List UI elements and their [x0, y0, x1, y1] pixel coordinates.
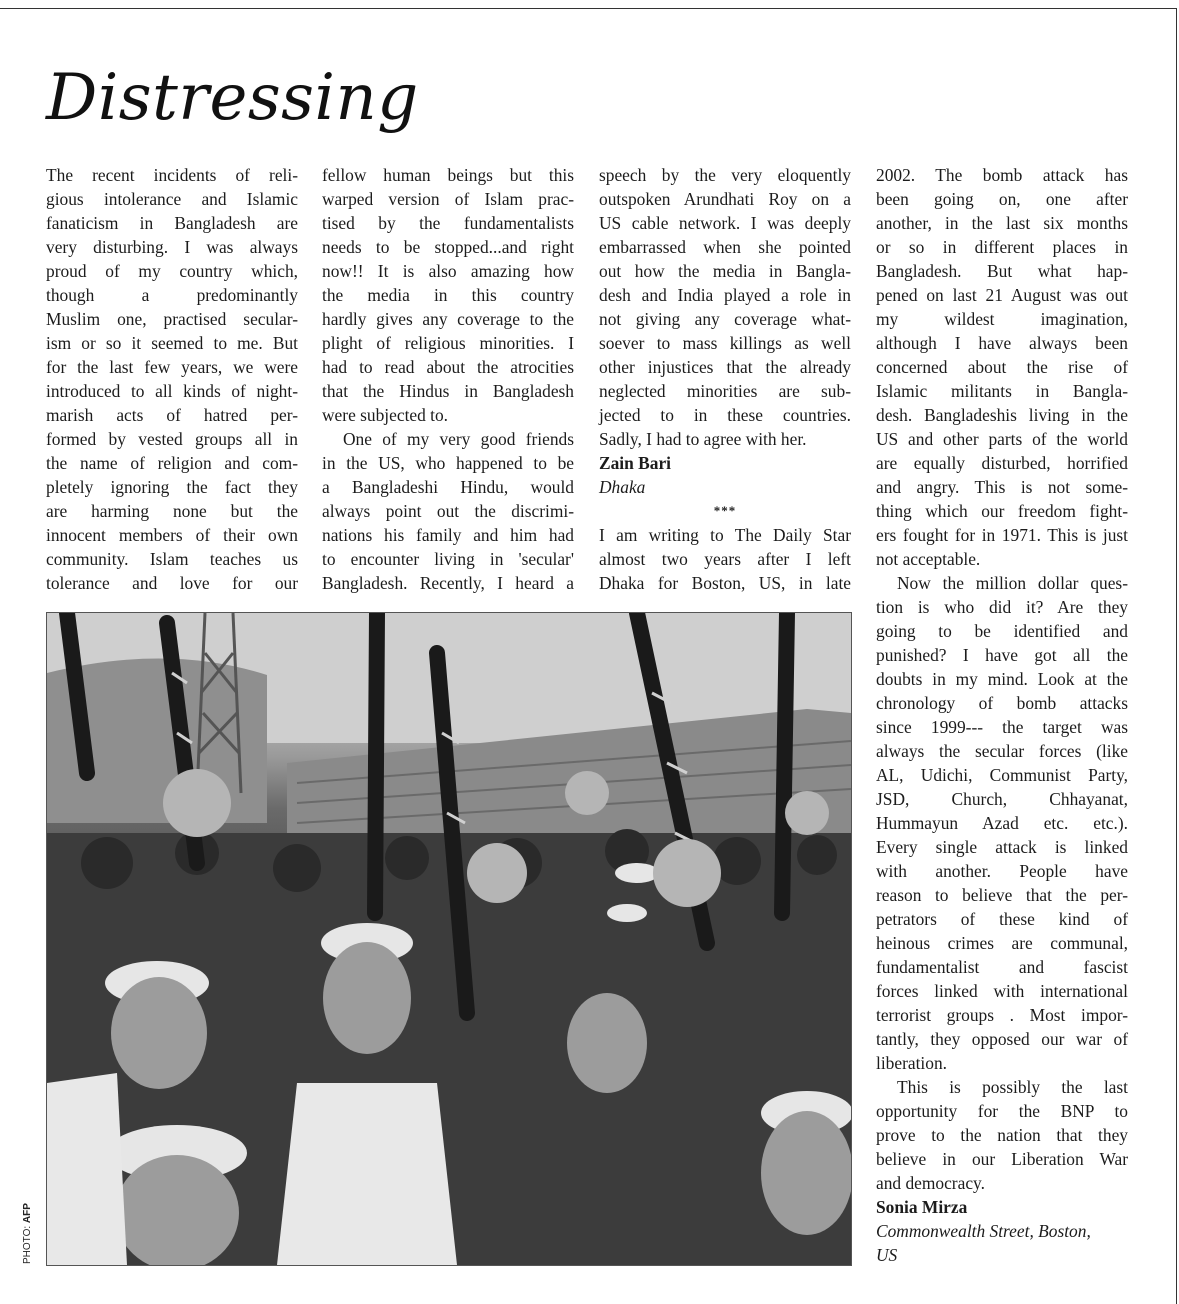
text-line: believe in our Liberation War — [876, 1149, 1128, 1169]
text-line: and angry. This is not some- — [876, 477, 1128, 497]
letter1-paragraph-1-cont — [322, 163, 574, 427]
text-line: Bangladesh. Recently, I heard a — [322, 573, 574, 593]
photo-credit-source: AFP — [22, 1203, 33, 1224]
text-line: proud of my country which, — [46, 261, 298, 281]
text-line: the name of religion and com- — [46, 453, 298, 473]
letter2-paragraph-2 — [876, 571, 1128, 1075]
text-line: innocent members of their own — [46, 525, 298, 545]
text-line: US and other parts of the world — [876, 429, 1128, 449]
text-line: One of my very good friends — [343, 429, 574, 449]
letter1-paragraph-1 — [46, 163, 298, 595]
text-line: since 1999--- the target was — [876, 717, 1128, 737]
letter1-location: Dhaka — [599, 477, 646, 497]
text-line: and democracy. — [876, 1173, 985, 1193]
text-line: in the US, who happened to be — [322, 453, 574, 473]
text-line: not acceptable. — [876, 549, 981, 569]
frame-rule-top — [0, 8, 1177, 9]
text-line: I am writing to The Daily Star — [599, 525, 851, 545]
text-line: were subjected to. — [322, 405, 449, 425]
text-line: had to read about the atrocities — [322, 357, 574, 377]
letter2-paragraph-3 — [876, 1075, 1128, 1195]
column-3 — [599, 163, 851, 595]
text-line: neglected minorities are sub- — [599, 381, 851, 401]
text-line: always the secular forces (like — [876, 741, 1128, 761]
text-line: been going on, one after — [876, 189, 1128, 209]
text-line: JSD, Church, Chhayanat, — [876, 789, 1128, 809]
photo-credit-prefix: PHOTO: — [22, 1223, 33, 1264]
text-line: with another. People have — [876, 861, 1128, 881]
text-line: tion is who did it? Are they — [876, 597, 1128, 617]
rally-photo-illustration — [47, 613, 851, 1265]
text-line: pletely ignoring the fact they — [46, 477, 298, 497]
text-line: Dhaka for Boston, US, in late — [599, 573, 851, 593]
text-line: for the last few years, we were — [46, 357, 298, 377]
text-line: US cable network. I was deeply — [599, 213, 851, 233]
text-line: Now the million dollar ques- — [897, 573, 1128, 593]
text-line: reason to believe that the per- — [876, 885, 1128, 905]
text-line: a Bangladeshi Hindu, would — [322, 477, 574, 497]
text-line: opportunity for the BNP to — [876, 1101, 1128, 1121]
text-line: soever to mass killings as well — [599, 333, 851, 353]
text-line: plight of religious minorities. I — [322, 333, 574, 353]
text-line: outspoken Arundhati Roy on a — [599, 189, 851, 209]
text-line: punished? I have got all the — [876, 645, 1128, 665]
letter-separator: *** — [713, 503, 737, 518]
text-line: Muslim one, practised secular- — [46, 309, 298, 329]
text-line: terrorist groups . Most impor- — [876, 1005, 1128, 1025]
text-line: fundamentalist and fascist — [876, 957, 1128, 977]
text-line: going to be identified and — [876, 621, 1128, 641]
text-line: or so in different places in — [876, 237, 1128, 257]
column-4 — [876, 163, 1128, 1267]
text-line: now!! It is also amazing how — [322, 261, 574, 281]
text-line: always point out the discrimi- — [322, 501, 574, 521]
letter1-paragraph-2 — [322, 427, 574, 595]
text-line: jected to in these countries. — [599, 405, 851, 425]
text-line: speech by the very eloquently — [599, 165, 851, 185]
text-line: Bangladesh. But what hap- — [876, 261, 1128, 281]
text-line: are harming none but the — [46, 501, 298, 521]
text-line: Every single attack is linked — [876, 837, 1128, 857]
text-line: hardly gives any coverage to the — [322, 309, 574, 329]
text-line: introduced to all kinds of night- — [46, 381, 298, 401]
text-line: needs to be stopped...and right — [322, 237, 574, 257]
text-line: very disturbing. I was always — [46, 237, 298, 257]
text-line: tolerance and love for our — [46, 573, 298, 593]
letter2-paragraph-1 — [599, 523, 851, 595]
text-line: doubts in my mind. Look at the — [876, 669, 1128, 689]
text-line: formed by vested groups all in — [46, 429, 298, 449]
text-line: other injustices that the already — [599, 357, 851, 377]
text-line: gious intolerance and Islamic — [46, 189, 298, 209]
column-1 — [46, 163, 298, 595]
text-line: to encounter living in 'secular' — [322, 549, 574, 569]
text-line: forces linked with international — [876, 981, 1128, 1001]
text-line: are equally disturbed, horrified — [876, 453, 1128, 473]
text-line: petrators of these kind of — [876, 909, 1128, 929]
text-line: warped version of Islam prac- — [322, 189, 574, 209]
text-line: almost two years after I left — [599, 549, 851, 569]
text-line: Sadly, I had to agree with her. — [599, 429, 807, 449]
text-line: fanaticism in Bangladesh are — [46, 213, 298, 233]
text-line: tantly, they opposed our war of — [876, 1029, 1128, 1049]
text-line: concerned about the rise of — [876, 357, 1128, 377]
text-line: that the Hindus in Bangladesh — [322, 381, 574, 401]
text-line: out how the media in Bangla- — [599, 261, 851, 281]
text-line: thing which our freedom fight- — [876, 501, 1128, 521]
text-line: although I have always been — [876, 333, 1128, 353]
text-line: marish acts of hatred per- — [46, 405, 298, 425]
text-line: ism or so it seemed to me. But — [46, 333, 298, 353]
text-line: Hummayun Azad etc. etc.). — [876, 813, 1128, 833]
text-line: desh and India played a role in — [599, 285, 851, 305]
letter2-paragraph-1-cont — [876, 163, 1128, 571]
text-line: community. Islam teaches us — [46, 549, 298, 569]
text-line: AL, Udichi, Communist Party, — [876, 765, 1128, 785]
text-line: fellow human beings but this — [322, 165, 574, 185]
text-line: liberation. — [876, 1053, 947, 1073]
letter2-location: Commonwealth Street, Boston, — [876, 1221, 1091, 1241]
letter2-author: Sonia Mirza — [876, 1197, 968, 1217]
text-line: ers fought for in 1971. This is just — [876, 525, 1128, 545]
letter2-location: US — [876, 1245, 898, 1265]
text-line: The recent incidents of reli- — [46, 165, 298, 185]
text-line: the media in this country — [322, 285, 574, 305]
text-line: nations his family and him had — [322, 525, 574, 545]
photo-credit — [22, 1203, 34, 1264]
text-line: prove to the nation that they — [876, 1125, 1128, 1145]
text-line: though a predominantly — [46, 285, 298, 305]
text-line: chronology of bomb attacks — [876, 693, 1128, 713]
text-line: tised by the fundamentalists — [322, 213, 574, 233]
frame-rule-right — [1176, 8, 1177, 1304]
text-line: Islamic militants in Bangla- — [876, 381, 1128, 401]
text-line: pened on last 21 August was out — [876, 285, 1128, 305]
text-line: heinous crimes are communal, — [876, 933, 1128, 953]
text-line: desh. Bangladeshis living in the — [876, 405, 1128, 425]
letter1-author: Zain Bari — [599, 453, 671, 473]
headline: Distressing — [46, 61, 419, 135]
text-line: another, in the last six months — [876, 213, 1128, 233]
text-line: This is possibly the last — [897, 1077, 1128, 1097]
column-2 — [322, 163, 574, 595]
text-line: not giving any coverage what- — [599, 309, 851, 329]
text-line: embarrassed when she pointed — [599, 237, 851, 257]
text-line: 2002. The bomb attack has — [876, 165, 1128, 185]
letter1-paragraph-2-cont — [599, 163, 851, 451]
rally-photo — [46, 612, 852, 1266]
text-line: my wildest imagination, — [876, 309, 1128, 329]
